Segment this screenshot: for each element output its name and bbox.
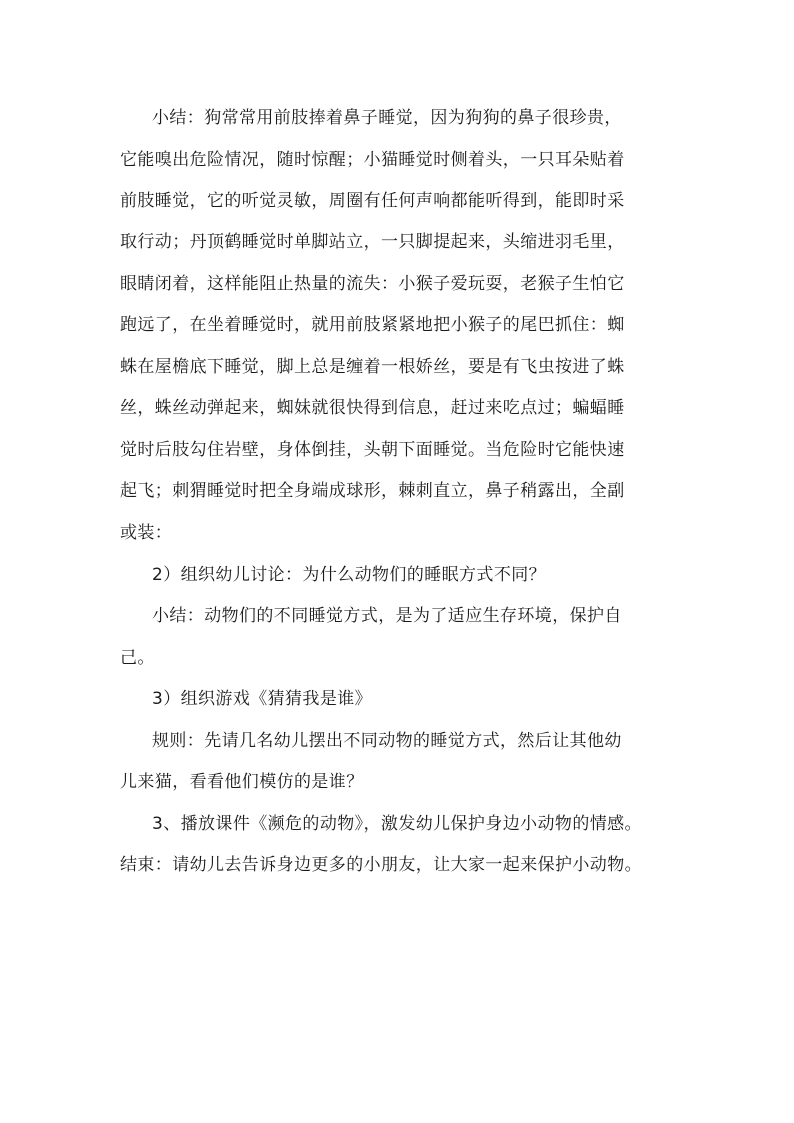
discussion-heading: 2）组织幼儿讨论：为什么动物们的睡眠方式不同？ (152, 565, 547, 585)
summary-line-7: 蛛在屋檐底下睡觉，脚上总是缠着一根娇丝，要是有飞虫按进了蛛 (120, 357, 625, 377)
game-rules-line-2: 儿来猫，看看他们模仿的是谁？ (120, 772, 364, 792)
summary-line-10: 起飞；刺猬睡觉时把全身端成球形，棘刺直立，鼻子稍露出，全副 (120, 481, 625, 501)
summary-line-11: 或装： (120, 523, 173, 543)
discussion-summary-line-2: 己。 (120, 648, 155, 668)
summary-line-2: 它能嗅出危险情况，随时惊醒；小猫睡觉时侧着头，一只耳朵贴着 (120, 150, 625, 170)
summary-line-3: 前肢睡觉，它的听觉灵敏，周圈有任何声响都能听得到，能即时采 (120, 191, 625, 211)
game-rules-line-1: 规则：先请几名幼儿摆出不同动物的睡觉方式，然后让其他幼 (152, 731, 622, 751)
summary-line-8: 丝，蛛丝动弹起来，蜘妹就很快得到信息，赶过来吃点过；蝙蝠睡 (120, 398, 625, 418)
game-heading: 3）组织游戏《猜猜我是谁》 (152, 689, 373, 709)
summary-line-4: 取行动；丹顶鹤睡觉时单脚站立，一只脚提起来，头缩进羽毛里， (120, 232, 625, 252)
summary-line-9: 觉时后肢勾住岩壁，身体倒挂，头朝下面睡觉。当危险时它能快速 (120, 440, 625, 460)
discussion-summary-line-1: 小结：动物们的不同睡觉方式，是为了适应生存环境，保护自 (152, 606, 622, 626)
summary-line-1: 小结：狗常常用前肢捧着鼻子睡觉，因为狗狗的鼻子很珍贵， (152, 108, 622, 128)
ending-line: 结束：请幼儿去告诉身边更多的小朋友，让大家一起来保护小动物。 (120, 855, 642, 875)
courseware-step: 3、播放课件《濒危的动物》，激发幼儿保护身边小动物的情感。 (152, 814, 642, 834)
summary-line-5: 眼睛闭着，这样能阻止热量的流失：小猴子爱玩耍，老猴子生怕它 (120, 274, 625, 294)
summary-line-6: 跑远了，在坐着睡觉时，就用前肢紧紧地把小猴子的尾巴抓住：蜘 (120, 315, 625, 335)
